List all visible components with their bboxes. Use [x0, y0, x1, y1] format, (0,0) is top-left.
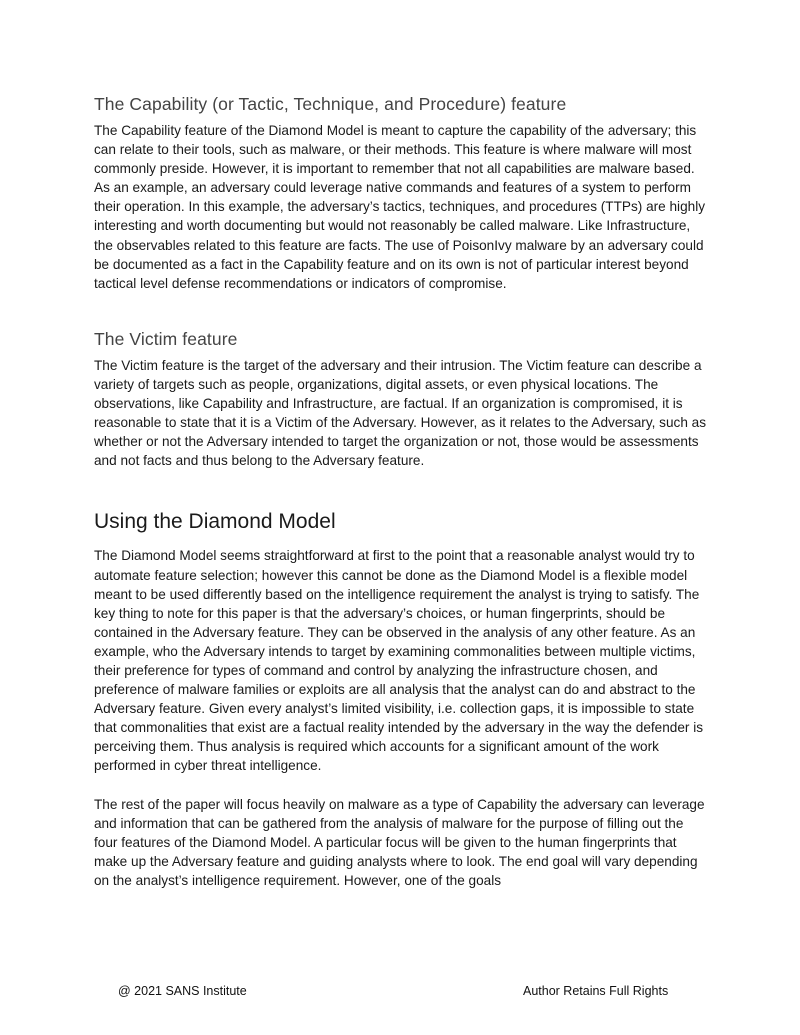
capability-heading: The Capability (or Tactic, Technique, and Procedure) feature	[94, 94, 567, 114]
using-diamond-model-heading: Using the Diamond Model	[94, 510, 336, 534]
page-content	[94, 93, 709, 890]
capability-paragraph: The Capability feature of the Diamond Model is meant to capture the capability of the adversary; this can relate to their tools, such as malware, or their methods. This feature is where malware will most commonly preside. However, it is important to remember that not all capabilities are malware based. As an example, an adversary could leverage native commands and features of a system to perform their operation. In this example, the adversary’s tactics, techniques, and procedures (TTPs) are highly interesting and worth documenting but would not reasonably be called malware. Like Infrastructure, the observables related to this feature are facts. The use of PoisonIvy malware by an adversary could be documented as a fact in the Capability feature and on its own is not of particular interest beyond tactical level defense recommendations or indicators of compromise.	[94, 123, 706, 291]
section-spacer	[94, 470, 709, 508]
using-paragraph-1: The Diamond Model seems straightforward at first to the point that a reasonable analyst would try to automate feature selection; however this cannot be done as the Diamond Model is a flexible model meant to be used differently based on the intelligence requirement the analyst is trying to satisfy. The key thing to note for this paper is that the adversary’s choices, or human fingerprints, should be contained in the Adversary feature. They can be observed in the analysis of any other feature. As an example, who the Adversary intends to target by examining commonalities between multiple victims, their preference for types of command and control by analyzing the infrastructure chosen, and preference of malware families or exploits are all analysis that the analyst can do and abstract to the Adversary feature. Given every analyst’s limited visibility, i.e. collection gaps, it is impossible to state that commonalities that exist are a factual reality intended by the adversary in the way the defender is perceiving them. Thus analysis is required which accounts for a significant amount of the work performed in cyber threat intelligence.	[94, 548, 704, 774]
page-footer	[0, 984, 800, 1004]
paragraph-spacer	[94, 776, 709, 795]
section-spacer	[94, 293, 709, 328]
victim-paragraph: The Victim feature is the target of the adversary and their intrusion. The Victim feature can describe a variety of targets such as people, organizations, digital assets, or even physical locations. The observations, like Capability and Infrastructure, are factual. If an organization is compromised, it is reasonable to state that it is a Victim of the Adversary. However, as it relates to the Adversary, such as whether or not the Adversary intended to target the organization or not, those would be assessments and not facts and thus belong to the Adversary feature.	[94, 357, 707, 469]
footer-copyright: @ 2021 SANS Institute	[118, 984, 247, 998]
footer-rights: Author Retains Full Rights	[523, 984, 669, 998]
victim-heading: The Victim feature	[94, 328, 238, 349]
using-paragraph-2: The rest of the paper will focus heavily on malware as a type of Capability the adversary can leverage and information that can be gathered from the analysis of malware for the purpose of filling out the four features of the Diamond Model. A particular focus will be given to the human fingerprints that make up the Adversary feature and guiding analysts where to look. The end goal will vary depending on the analyst’s intelligence requirement. However, one of the goals	[94, 796, 705, 888]
